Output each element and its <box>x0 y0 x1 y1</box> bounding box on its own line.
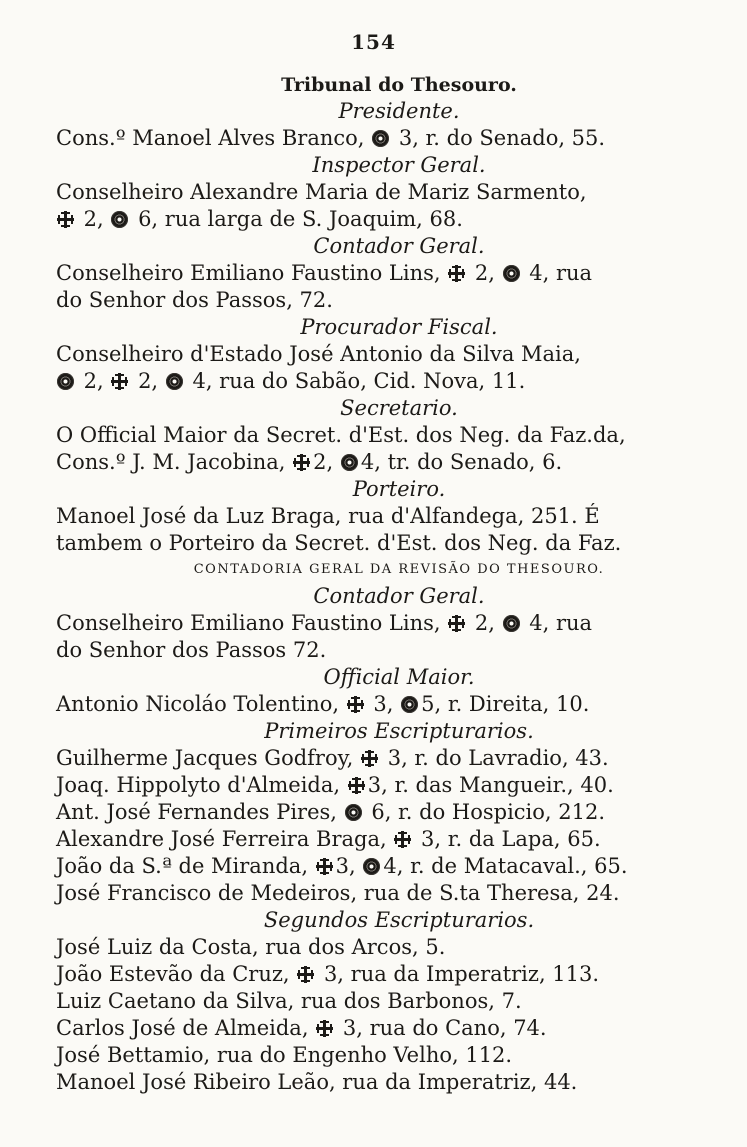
entry-official-maior: Antonio Nicoláo Tolentino, 3, 5, r. Direita, 10. <box>56 692 590 716</box>
rose-order-icon <box>503 265 520 282</box>
section-secretario: Secretario. <box>340 396 458 420</box>
section-contador-geral-2: Contador Geral. <box>313 584 485 608</box>
section-contador: Contador Geral. <box>313 234 485 258</box>
list-item: Guilherme Jacques Godfroy, 3, r. do Lavradio, 43. <box>56 746 609 770</box>
list-item: Manoel José Ribeiro Leão, rua da Imperatriz, 44. <box>56 1070 578 1094</box>
section-segundos: Segundos Escripturarios. <box>263 908 535 932</box>
list-item: Joaq. Hippolyto d'Almeida, 3, r. das Mangueir., 40. <box>56 773 614 797</box>
rose-order-icon <box>503 615 520 632</box>
cross-order-icon <box>448 615 465 632</box>
rose-order-icon <box>363 858 380 875</box>
entry-porteiro: Manoel José da Luz Braga, rua d'Alfandega, 251. É tambem o Porteiro da Secret. d'Est. dos Neg. da Faz. <box>56 504 622 555</box>
cross-order-icon <box>394 831 411 848</box>
section-porteiro: Porteiro. <box>352 477 446 501</box>
list-item: José Francisco de Medeiros, rua de S.ta Theresa, 24. <box>56 881 620 905</box>
cross-order-icon <box>448 265 465 282</box>
primeiros-list <box>56 745 706 907</box>
section-inspector: Inspector Geral. <box>312 153 486 177</box>
entry-procurador: Conselheiro d'Estado José Antonio da Silva Maia, 2, 2, 4, rua do Sabão, Cid. Nova, 11. <box>56 342 581 393</box>
section-contadoria: CONTADORIA GERAL DA REVISÃO DO THESOURO. <box>193 562 605 577</box>
rose-order-icon <box>166 373 183 390</box>
cross-order-icon <box>348 777 365 794</box>
cross-order-icon <box>297 966 314 983</box>
cross-order-icon <box>293 454 310 471</box>
list-item: José Bettamio, rua do Engenho Velho, 112. <box>56 1043 513 1067</box>
list-item: João Estevão da Cruz, 3, rua da Imperatriz, 113. <box>56 962 600 986</box>
text-block <box>56 72 706 1096</box>
section-official-maior: Official Maior. <box>323 665 475 689</box>
list-item: Ant. José Fernandes Pires, 6, r. do Hospicio, 212. <box>56 800 606 824</box>
rose-order-icon <box>345 804 362 821</box>
rose-order-icon <box>401 696 418 713</box>
cross-order-icon <box>57 211 74 228</box>
entry-contador: Conselheiro Emiliano Faustino Lins, 2, 4, rua do Senhor dos Passos, 72. <box>56 261 593 312</box>
page-title: Tribunal do Thesouro. <box>281 74 517 96</box>
page-number: 154 <box>351 30 396 54</box>
section-presidente: Presidente. <box>338 99 460 123</box>
entry-contador-geral-2: Conselheiro Emiliano Faustino Lins, 2, 4, rua do Senhor dos Passos 72. <box>56 611 593 662</box>
list-item: Luiz Caetano da Silva, rua dos Barbonos, 7. <box>56 989 522 1013</box>
entry-secretario: O Official Maior da Secret. d'Est. dos Neg. da Faz.da, Cons.º J. M. Jacobina, 2, 4, tr. do Senado, 6. <box>56 423 626 474</box>
list-item: José Luiz da Costa, rua dos Arcos, 5. <box>56 935 446 959</box>
section-procurador: Procurador Fiscal. <box>300 315 498 339</box>
rose-order-icon <box>341 454 358 471</box>
list-item: Alexandre José Ferreira Braga, 3, r. da Lapa, 65. <box>56 827 601 851</box>
cross-order-icon <box>316 1020 333 1037</box>
cross-order-icon <box>111 373 128 390</box>
segundos-list <box>56 934 706 1096</box>
entry-presidente: Cons.º Manoel Alves Branco, 3, r. do Senado, 55. <box>56 126 606 150</box>
cross-order-icon <box>347 696 364 713</box>
rose-order-icon <box>57 373 74 390</box>
list-item: João da S.ª de Miranda, 3, 4, r. de Matacaval., 65. <box>56 854 628 878</box>
section-primeiros: Primeiros Escripturarios. <box>264 719 534 743</box>
cross-order-icon <box>316 858 333 875</box>
entry-inspector: Conselheiro Alexandre Maria de Mariz Sarmento, 2, 6, rua larga de S. Joaquim, 68. <box>56 180 587 231</box>
cross-order-icon <box>361 750 378 767</box>
rose-order-icon <box>372 130 389 147</box>
list-item: Carlos José de Almeida, 3, rua do Cano, 74. <box>56 1016 547 1040</box>
rose-order-icon <box>111 211 128 228</box>
